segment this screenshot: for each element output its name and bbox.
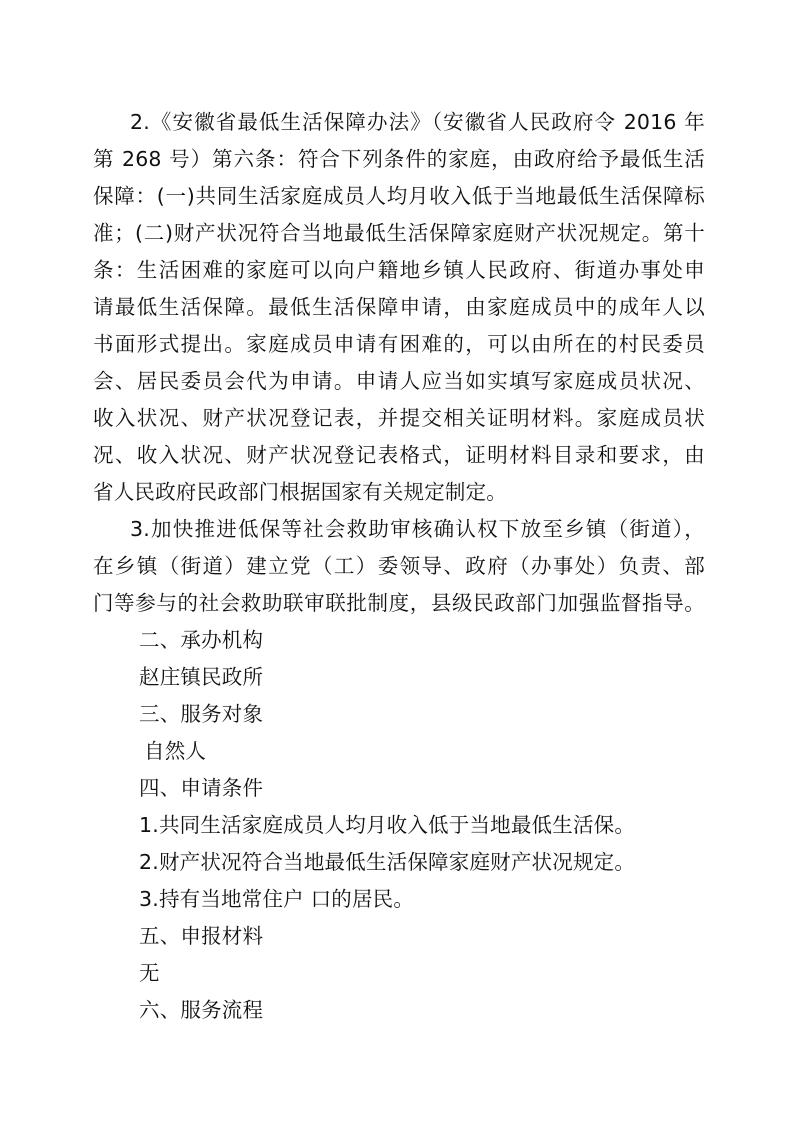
text-line: 门等参与的社会救助联审联批制度，县级民政部门加强监督指导。 <box>93 591 705 615</box>
text-line: 保障：(一)共同生活家庭成员人均月收入低于当地最低生活保障标 <box>93 184 705 208</box>
text-line: 况、收入状况、财产状况登记表格式，证明材料目录和要求，由 <box>93 443 705 467</box>
list-item: 3.持有当地常住户 口的居民。 <box>139 887 415 911</box>
section-heading: 四、申请条件 <box>139 776 264 800</box>
text-line: 请最低生活保障。最低生活保障申请，由家庭成员中的成年人以 <box>93 295 705 319</box>
text-line: 省人民政府民政部门根据国家有关规定制定。 <box>93 480 507 504</box>
section-heading: 三、服务对象 <box>139 702 264 726</box>
text-line: 会、居民委员会代为申请。申请人应当如实填写家庭成员状况、 <box>93 369 705 393</box>
text-line: 赵庄镇民政所 <box>139 665 264 689</box>
section-heading: 六、服务流程 <box>139 998 264 1022</box>
text-line: 条：生活困难的家庭可以向户籍地乡镇人民政府、街道办事处申 <box>93 258 705 282</box>
document-body <box>93 104 705 1029</box>
text-line: 自然人 <box>144 739 207 763</box>
list-item: 2.财产状况符合当地最低生活保障家庭财产状况规定。 <box>139 850 636 874</box>
text-line: 无 <box>139 961 160 985</box>
text-line: 准；(二)财产状况符合当地最低生活保障家庭财产状况规定。第十 <box>93 221 705 245</box>
text-line: 在乡镇（街道）建立党（工）委领导、政府（办事处）负责、部 <box>93 554 705 578</box>
text-line: 3.加快推进低保等社会救助审核确认权下放至乡镇（街道）， <box>130 517 705 541</box>
list-item: 1.共同生活家庭成员人均月收入低于当地最低生活保。 <box>139 813 636 837</box>
section-heading: 五、申报材料 <box>139 924 264 948</box>
text-line: 第 268 号）第六条：符合下列条件的家庭，由政府给予最低生活 <box>93 147 705 171</box>
text-line: 收入状况、财产状况登记表，并提交相关证明材料。家庭成员状 <box>93 406 705 430</box>
section-heading: 二、承办机构 <box>139 628 264 652</box>
text-line: 2.《安徽省最低生活保障办法》（安徽省人民政府令 2016 年 <box>130 110 705 134</box>
text-line: 书面形式提出。家庭成员申请有困难的，可以由所在的村民委员 <box>93 332 705 356</box>
